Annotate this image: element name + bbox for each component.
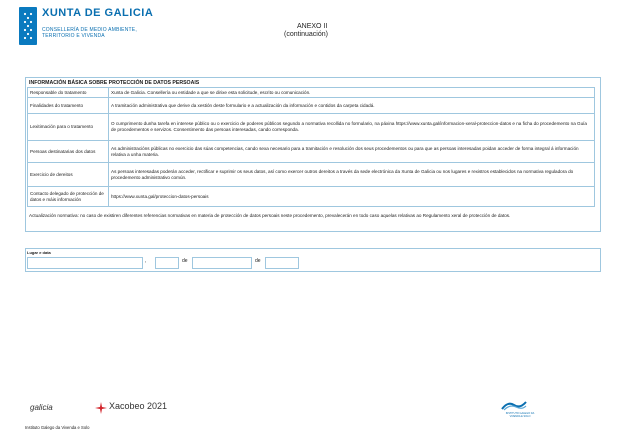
row-label: Lexitimación para o tratamento (28, 114, 109, 141)
table-row (28, 141, 595, 163)
xacobeo-logo (95, 401, 107, 419)
row-label: Responsable do tratamento (28, 88, 109, 98)
data-protection-title: INFORMACIÓN BÁSICA SOBRE PROTECCIÓN DE DATOS PERSOAIS (29, 80, 200, 86)
year-input[interactable] (265, 257, 299, 269)
department-line-1: CONSELLERÍA DE MEDIO AMBIENTE, (42, 27, 137, 33)
data-protection-table (27, 87, 595, 207)
xacobeo-text: Xacobeo 2021 (109, 401, 168, 411)
table-row (28, 163, 595, 187)
comma-separator: , (145, 258, 147, 264)
table-row (28, 88, 595, 98)
brand-name: XUNTA DE GALICIA (42, 7, 154, 19)
row-label: Finalidades do tratamento (28, 98, 109, 114)
row-label: Persoas destinatarias dos datos (28, 141, 109, 163)
xacobeo-star-icon (95, 402, 107, 414)
place-date-label: Lugar e data (27, 250, 51, 255)
institute-logo-icon (500, 398, 528, 410)
annex-title: ANEXO II (297, 23, 328, 30)
row-value: As administracións públicas no exercicio das súas competencias, cando sexa necesario para a tramitación e resolución dos seus procedementos ou para que as persoas interesadas poidan acceder de forma integral á información relativa a unha materia. (109, 141, 595, 163)
footer-organization: Instituto Galego da Vivenda e Solo (25, 425, 90, 430)
table-row (28, 98, 595, 114)
row-value: As persoas interesadas poderán acceder, rectificar e suprimir os seus datos, así como exercer outros dereitos a través da sede electrónica da Xunta de Galicia ou nos lugares e rexistros establecidos na normativa reguladora do procedemento administrativo común. (109, 163, 595, 187)
row-value: O cumprimento dunha tarefa en interese público ou o exercicio de poderes públicos segundo a normativa recollida no formulario, na páxina https://www.xunta.gal/informacion-xeral-proteccion-datos e na ficha do procedemento na Guía de procedementos e servizos. Consentimento das persoas interesadas, cando corresponda. (109, 114, 595, 141)
galicia-logo: galicia (30, 403, 53, 412)
row-link[interactable]: https://www.xunta.gal/proteccion-datos-persoais (109, 187, 595, 207)
place-input[interactable] (27, 257, 143, 269)
row-label: Contacto delegado de protección de datos e máis información (28, 187, 109, 207)
de-label-1: de (182, 258, 188, 264)
regulatory-note: Actualización normativa: no caso de existiren diferentes referencias normativas en materia de protección de datos persoais neste procedemento, prevalecerán en todo caso aquelas relativas ao Regulamento xeral de protección de datos. (29, 213, 511, 218)
xunta-logo-icon (19, 7, 37, 45)
row-value: A tramitación administrativa que derive da xestión deste formulario e a actualización da información e contidos da carpeta cidadá. (109, 98, 595, 114)
day-input[interactable] (155, 257, 179, 269)
table-row (28, 114, 595, 141)
row-label: Exercicio de dereitos (28, 163, 109, 187)
department-line-2: TERRITORIO E VIVENDA (42, 33, 105, 39)
annex-subtitle: (continuación) (284, 31, 328, 38)
table-row (28, 187, 595, 207)
institute-logo-text: INSTITUTO GALEGO DA VIVENDA E SOLO (505, 412, 535, 418)
xunta-crest-icon (22, 10, 34, 42)
month-input[interactable] (192, 257, 252, 269)
de-label-2: de (255, 258, 261, 264)
row-value: Xunta de Galicia. Consellería ou entidade a que se dirixe esta solicitude, escrito ou comunicación. (109, 88, 595, 98)
